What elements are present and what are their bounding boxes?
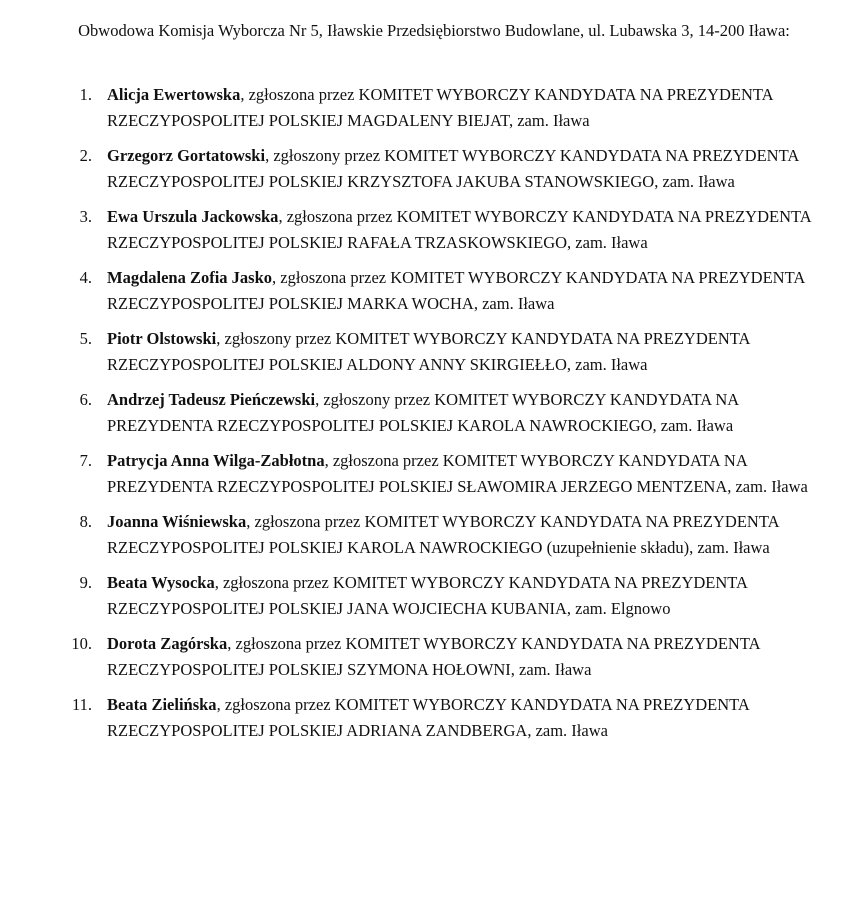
item-number: 1. <box>79 85 92 104</box>
member-name: Beata Wysocka <box>107 573 215 592</box>
item-number: 10. <box>71 634 92 653</box>
item-number: 11. <box>71 695 92 714</box>
member-details: , zgłoszona przez KOMITET WYBORCZY KANDYDATA NA PREZYDENTA RZECZYPOSPOLITEJ POLSKIEJ ADRIANA ZANDBERGA, zam. Iława <box>107 695 749 740</box>
item-number: 5. <box>79 329 92 348</box>
member-details: , zgłoszona przez KOMITET WYBORCZY KANDYDATA NA PREZYDENTA RZECZYPOSPOLITEJ POLSKIEJ SŁAWOMIRA JERZEGO MENTZENA, zam. Iława <box>107 451 808 496</box>
list-item <box>0 448 868 500</box>
list-item <box>0 631 868 683</box>
list-item <box>0 326 868 378</box>
member-name: Grzegorz Gortatowski <box>107 146 266 165</box>
item-number: 6. <box>79 390 92 409</box>
member-details: , zgłoszona przez KOMITET WYBORCZY KANDYDATA NA PREZYDENTA RZECZYPOSPOLITEJ POLSKIEJ SZYMONA HOŁOWNI, zam. Iława <box>107 634 760 679</box>
member-details: , zgłoszony przez KOMITET WYBORCZY KANDYDATA NA PREZYDENTA RZECZYPOSPOLITEJ POLSKIEJ KRZYSZTOFA JAKUBA STANOWSKIEGO, zam. Iława <box>107 146 799 191</box>
member-name: Beata Zielińska <box>107 695 217 714</box>
member-details: , zgłoszony przez KOMITET WYBORCZY KANDYDATA NA PREZYDENTA RZECZYPOSPOLITEJ POLSKIEJ ALDONY ANNY SKIRGIEŁŁO, zam. Iława <box>107 329 750 374</box>
member-name: Joanna Wiśniewska <box>107 512 247 531</box>
item-number: 4. <box>79 268 92 287</box>
member-name: Dorota Zagórska <box>107 634 228 653</box>
member-details: , zgłoszony przez KOMITET WYBORCZY KANDYDATA NA PREZYDENTA RZECZYPOSPOLITEJ POLSKIEJ KAROLA NAWROCKIEGO, zam. Iława <box>107 390 739 435</box>
list-item <box>0 509 868 561</box>
member-name: Andrzej Tadeusz Pieńczewski <box>107 390 316 409</box>
item-number: 3. <box>79 207 92 226</box>
member-name: Ewa Urszula Jackowska <box>107 207 279 226</box>
list-item <box>0 387 868 439</box>
member-name: Magdalena Zofia Jasko <box>107 268 273 287</box>
member-details: , zgłoszona przez KOMITET WYBORCZY KANDYDATA NA PREZYDENTA RZECZYPOSPOLITEJ POLSKIEJ JANA WOJCIECHA KUBANIA, zam. Elgnowo <box>107 573 748 618</box>
member-details: , zgłoszona przez KOMITET WYBORCZY KANDYDATA NA PREZYDENTA RZECZYPOSPOLITEJ POLSKIEJ KAROLA NAWROCKIEGO (uzupełnienie składu), zam. Iława <box>107 512 779 557</box>
member-details: , zgłoszona przez KOMITET WYBORCZY KANDYDATA NA PREZYDENTA RZECZYPOSPOLITEJ POLSKIEJ MAGDALENY BIEJAT, zam. Iława <box>107 85 773 130</box>
list-item <box>0 204 868 256</box>
list-item <box>0 143 868 195</box>
list-item <box>0 265 868 317</box>
item-number: 7. <box>79 451 92 470</box>
item-number: 2. <box>79 146 92 165</box>
member-list <box>0 82 868 753</box>
member-name: Alicja Ewertowska <box>107 85 241 104</box>
item-number: 9. <box>79 573 92 592</box>
member-details: , zgłoszona przez KOMITET WYBORCZY KANDYDATA NA PREZYDENTA RZECZYPOSPOLITEJ POLSKIEJ MARKA WOCHA, zam. Iława <box>107 268 805 313</box>
member-name: Patrycja Anna Wilga-Zabłotna <box>107 451 325 470</box>
list-item <box>0 82 868 134</box>
member-name: Piotr Olstowski <box>107 329 217 348</box>
list-item <box>0 570 868 622</box>
member-details: , zgłoszona przez KOMITET WYBORCZY KANDYDATA NA PREZYDENTA RZECZYPOSPOLITEJ POLSKIEJ RAFAŁA TRZASKOWSKIEGO, zam. Iława <box>107 207 811 252</box>
list-item <box>0 692 868 744</box>
item-number: 8. <box>79 512 92 531</box>
commission-header: Obwodowa Komisja Wyborcza Nr 5, Iławskie Przedsiębiorstwo Budowlane, ul. Lubawska 3, 14-200 Iława: <box>78 21 790 40</box>
